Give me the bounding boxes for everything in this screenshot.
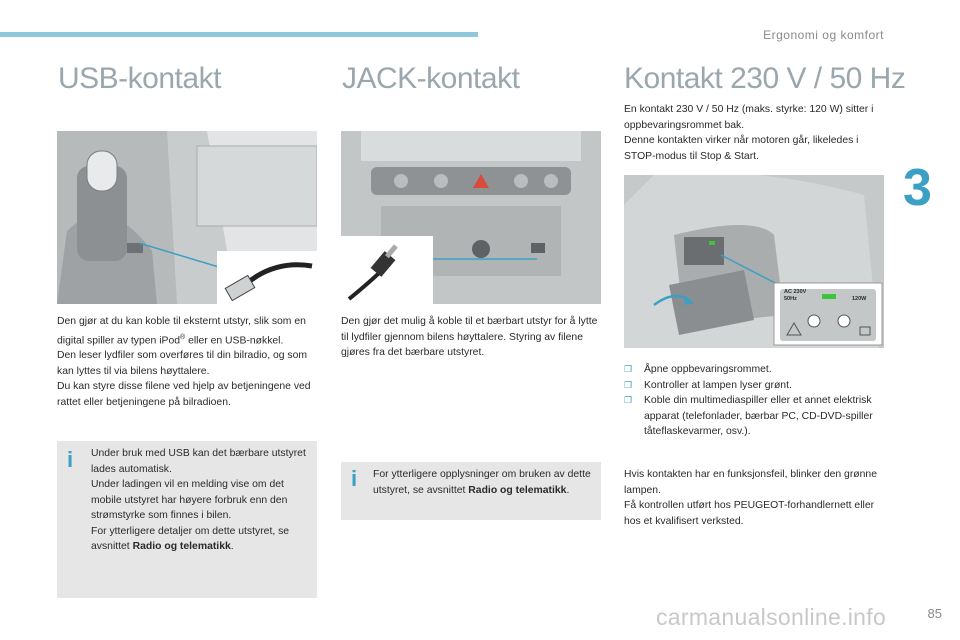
socket-illustration <box>624 175 884 348</box>
jack-info-box <box>341 462 601 520</box>
socket-p1: En kontakt 230 V / 50 Hz (maks. styrke: 120 W) sitter i oppbevaringsrommet bak. <box>624 104 874 131</box>
bullet-icon: ❐ <box>624 379 633 390</box>
usb-heading: USB-kontakt <box>58 62 221 95</box>
info-icon: i <box>351 466 358 491</box>
jack-p1: Den gjør det mulig å koble til et bærbart utstyr for å lytte til lydfiler gjennom bilens høyttalere. Styring av filene gjøres fra det bærbare utstyret. <box>341 316 598 358</box>
list-item: ❐ Kontroller at lampen lyser grønt. <box>624 378 894 394</box>
jack-description <box>341 314 603 361</box>
list-item: ❐ Åpne oppbevaringsrommet. <box>624 362 894 378</box>
socket-p4: Få kontrollen utført hos PEUGEOT-forhandlernett eller hos et kvalifisert verksted. <box>624 500 875 527</box>
watermark: carmanualsonline.info <box>656 604 887 630</box>
socket-p2: Denne kontakten virker når motoren går, likeledes i STOP-modus til Stop & Start. <box>624 135 859 162</box>
usb-description <box>57 314 319 410</box>
top-accent-bar <box>0 32 478 37</box>
plate-w-label: 120W <box>852 296 867 302</box>
list-item: ❐ Koble din multimediaspiller eller et annet elektrisk apparat (telefonlader, bærbar PC, CD-DVD-spiller tåteflaskevarmer, osv.). <box>624 395 873 437</box>
usb-info-text: Under bruk med USB kan det bærbare utstyret lades automatisk. Under ladingen vil en melding vise om det mobile utstyret har høyere forbruk enn den strømstyrke som finnes i bilen. For ytterligere detaljer om dette utstyret, se avsnittet Radio og telematikk. <box>91 448 306 552</box>
socket-p3: Hvis kontakten har en funksjonsfeil, blinker den grønne lampen. <box>624 469 877 496</box>
jack-heading: JACK-kontakt <box>342 62 520 95</box>
socket-heading: Kontakt 230 V / 50 Hz <box>624 62 906 95</box>
jack-info-text: For ytterligere opplysninger om bruken av dette utstyret, se avsnittet Radio og telematikk. <box>373 469 591 496</box>
plate-hz-label: 50Hz <box>784 296 797 302</box>
usb-p1: Den gjør at du kan koble til eksternt utstyr, slik som en digital spiller av typen iPod® eller en USB-nøkkel. <box>57 316 306 346</box>
page-number: 85 <box>927 606 942 621</box>
usb-p2: Den leser lydfiler som overføres til din bilradio, og som kan lyttes til via bilens høyttalere. <box>57 350 308 377</box>
usb-p3: Du kan styre disse filene ved hjelp av betjeningene ved rattet eller betjeningene på bilradioen. <box>57 381 311 408</box>
bullet-icon: ❐ <box>624 395 633 405</box>
socket-description <box>624 102 892 164</box>
usb-info-box <box>57 441 317 598</box>
chapter-title: Ergonomi og komfort <box>763 28 884 42</box>
plate-ac-label: AC 230V <box>784 289 807 295</box>
jack-illustration <box>341 131 601 304</box>
info-icon: i <box>67 447 74 472</box>
socket-fault-text <box>624 467 892 529</box>
socket-steps <box>624 362 894 440</box>
bullet-icon: ❐ <box>624 364 633 374</box>
usb-illustration <box>57 131 317 304</box>
chapter-number: 3 <box>903 159 932 217</box>
